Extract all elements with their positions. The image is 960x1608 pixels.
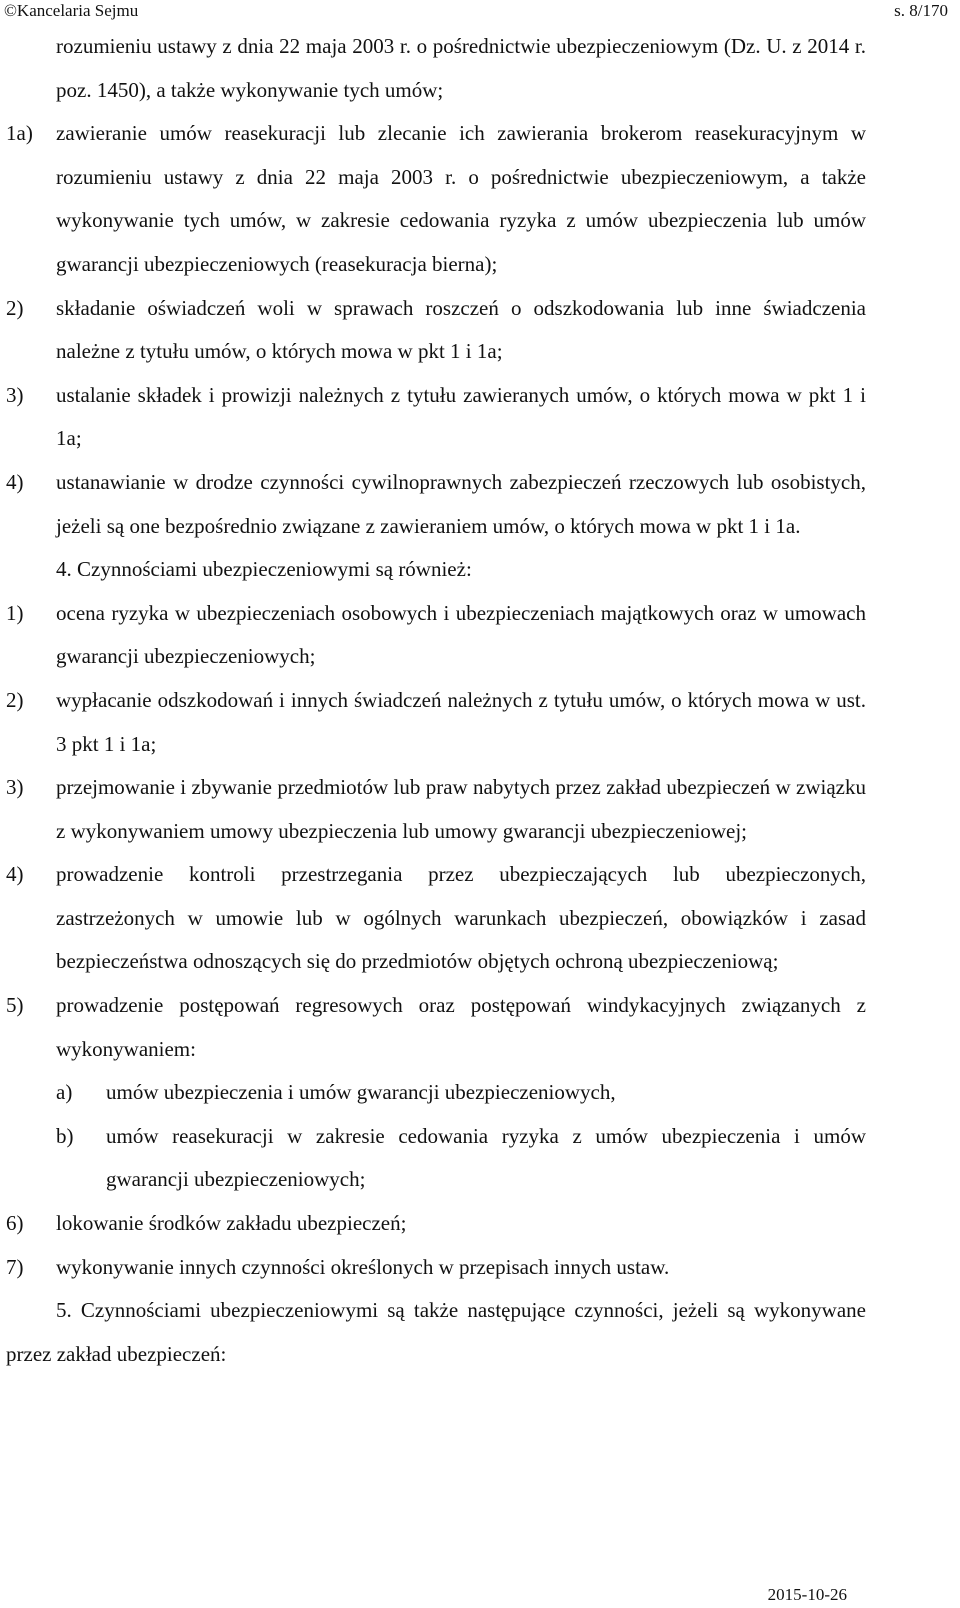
sub-item-letter: b) — [56, 1123, 74, 1148]
item-text: prowadzenie postępowań regresowych oraz postępowań windykacyjnych związanych z wykonywaniem: — [56, 993, 866, 1061]
paragraph-5: 5. Czynnościami ubezpieczeniowymi są także następujące czynności, jeżeli są wykonywane przez zakład ubezpieczeń: — [6, 1298, 866, 1366]
page-footer-date: 2015-10-26 — [767, 1585, 847, 1604]
item-text: składanie oświadczeń woli w sprawach roszczeń o odszkodowania lub inne świadczenia należne z tytułu umów, o których mowa w pkt 1 i 1a; — [56, 295, 866, 364]
list-item — [6, 984, 866, 1071]
continuation-text: rozumieniu ustawy z dnia 22 maja 2003 r. o pośrednictwie ubezpieczeniowym (Dz. U. z 2014 r. poz. 1450), a także wykonywanie tych umów; — [56, 34, 866, 102]
item-text: ustanawianie w drodze czynności cywilnoprawnych zabezpieczeń rzeczowych lub osobistych, jeżeli są one bezpośrednio związane z zawieraniem umów, o których mowa w pkt 1 i 1a. — [56, 469, 866, 538]
item-number: 1) — [6, 600, 24, 625]
page-number: s. 8/170 — [894, 1, 948, 20]
list-item — [6, 853, 866, 984]
list-item — [6, 461, 866, 548]
item-number: 4) — [6, 469, 24, 494]
section3-list — [6, 112, 866, 548]
copyright-label: ©Kancelaria Sejmu — [4, 1, 139, 20]
item-number: 1a) — [6, 121, 33, 146]
list-item — [6, 374, 866, 461]
item-number: 4) — [6, 862, 24, 887]
item-number: 7) — [6, 1254, 24, 1279]
list-item — [6, 112, 866, 286]
item-number: 2) — [6, 295, 24, 320]
item-text: ustalanie składek i prowizji należnych z tytułu zawieranych umów, o których mowa w pkt 1 i 1a; — [56, 382, 866, 451]
list-item — [6, 1246, 866, 1290]
section4-list — [6, 592, 866, 1290]
sub-list-item — [56, 1071, 866, 1115]
item-number: 3) — [6, 775, 24, 800]
item-text: wypłacanie odszkodowań i innych świadczeń należnych z tytułu umów, o których mowa w ust. 3 pkt 1 i 1a; — [56, 687, 866, 756]
list-item — [6, 1202, 866, 1246]
item-text: wykonywanie innych czynności określonych w przepisach innych ustaw. — [56, 1254, 670, 1279]
item-text: lokowanie środków zakładu ubezpieczeń; — [56, 1211, 407, 1236]
list-item — [6, 287, 866, 374]
item-number: 3) — [6, 382, 24, 407]
list-item — [6, 679, 866, 766]
item-number: 2) — [6, 687, 24, 712]
list-item — [6, 766, 866, 853]
sub-item-letter: a) — [56, 1080, 73, 1105]
item-text: ocena ryzyka w ubezpieczeniach osobowych i ubezpieczeniach majątkowych oraz w umowach gwarancji ubezpieczeniowych; — [56, 600, 866, 669]
sub-item-text: umów ubezpieczenia i umów gwarancji ubezpieczeniowych, — [106, 1080, 616, 1105]
sub-list-item — [56, 1115, 866, 1202]
item-number: 5) — [6, 993, 24, 1018]
list-item — [6, 592, 866, 679]
item-text: prowadzenie kontroli przestrzegania przez ubezpieczających lub ubezpieczonych, zastrzeżonych w umowie lub w ogólnych warunkach ubezpieczeń, obowiązków i zasad bezpieczeństwa odnoszących się do przedmiotów objętych ochroną ubezpieczeniową; — [56, 862, 866, 974]
document-body — [6, 25, 866, 1376]
page-header — [4, 0, 948, 26]
item-number: 6) — [6, 1211, 24, 1236]
item-text: przejmowanie i zbywanie przedmiotów lub praw nabytych przez zakład ubezpieczeń w związku z wykonywaniem umowy ubezpieczenia lub umowy gwarancji ubezpieczeniowej; — [56, 775, 866, 843]
paragraph-4: 4. Czynnościami ubezpieczeniowymi są również: — [56, 557, 472, 582]
sub-item-text: umów reasekuracji w zakresie cedowania ryzyka z umów ubezpieczenia i umów gwarancji ubezpieczeniowych; — [106, 1123, 866, 1192]
item-text: zawieranie umów reasekuracji lub zlecanie ich zawierania brokerom reasekuracyjnym w rozumieniu ustawy z dnia 22 maja 2003 r. o pośrednictwie ubezpieczeniowym, a także wykonywanie tych umów, w zakresie cedowania ryzyka z umów ubezpieczenia lub umów gwarancji ubezpieczeniowych (reasekuracja bierna); — [56, 121, 866, 276]
